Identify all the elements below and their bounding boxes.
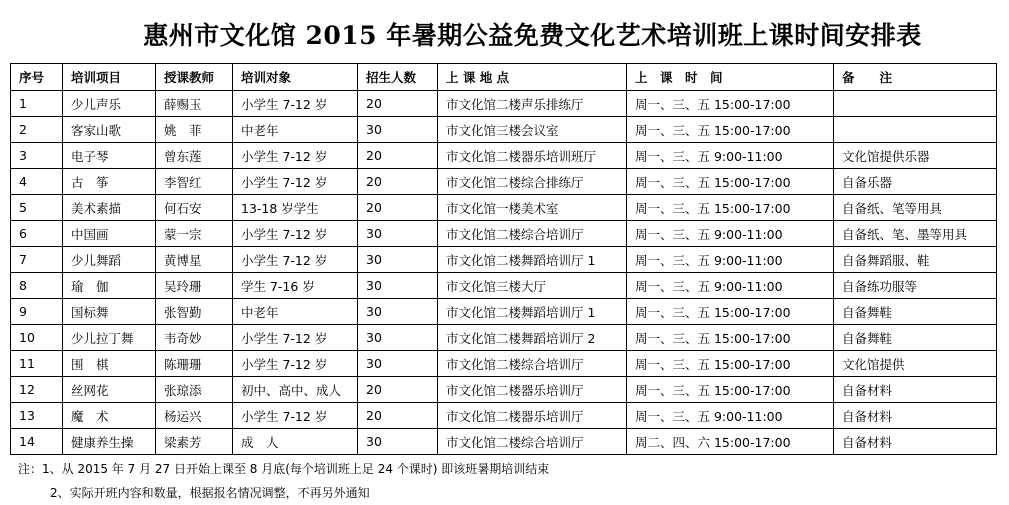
cell-enrollment: 20 — [358, 403, 438, 429]
note-2: 2、实际开班内容和数量，根据报名情况调整，不再另外通知 — [50, 486, 370, 500]
cell-index: 6 — [11, 221, 63, 247]
cell-audience: 小学生 7-12 岁 — [233, 247, 358, 273]
cell-time: 周一、三、五 9:00-11:00 — [627, 221, 834, 247]
cell-location: 市文化馆三楼大厅 — [438, 273, 627, 299]
cell-remarks: 自备舞鞋 — [834, 299, 997, 325]
cell-enrollment: 30 — [358, 429, 438, 455]
notes — [18, 457, 549, 505]
cell-audience: 初中、高中、成人 — [233, 377, 358, 403]
cell-location: 市文化馆一楼美术室 — [438, 195, 627, 221]
cell-time: 周一、三、五 9:00-11:00 — [627, 273, 834, 299]
cell-remarks: 自备乐器 — [834, 169, 997, 195]
header-teacher: 授课教师 — [156, 64, 233, 91]
cell-index: 7 — [11, 247, 63, 273]
cell-remarks: 自备材料 — [834, 429, 997, 455]
cell-time: 周一、三、五 9:00-11:00 — [627, 143, 834, 169]
cell-audience: 小学生 7-12 岁 — [233, 91, 358, 117]
table-row — [11, 351, 997, 377]
cell-teacher: 何石安 — [156, 195, 233, 221]
cell-time: 周一、三、五 15:00-17:00 — [627, 91, 834, 117]
cell-enrollment: 30 — [358, 247, 438, 273]
cell-enrollment: 20 — [358, 195, 438, 221]
cell-time: 周一、三、五 9:00-11:00 — [627, 403, 834, 429]
cell-enrollment: 20 — [358, 91, 438, 117]
cell-teacher: 张智勤 — [156, 299, 233, 325]
header-enrollment: 招生人数 — [358, 64, 438, 91]
table-row — [11, 143, 997, 169]
cell-index: 5 — [11, 195, 63, 221]
schedule-table — [10, 63, 997, 455]
cell-location: 市文化馆二楼综合培训厅 — [438, 221, 627, 247]
cell-location: 市文化馆二楼器乐培训厅 — [438, 377, 627, 403]
cell-index: 3 — [11, 143, 63, 169]
table-row — [11, 429, 997, 455]
cell-time: 周一、三、五 15:00-17:00 — [627, 195, 834, 221]
cell-teacher: 曾东莲 — [156, 143, 233, 169]
cell-index: 4 — [11, 169, 63, 195]
cell-enrollment: 30 — [358, 325, 438, 351]
cell-location: 市文化馆二楼舞蹈培训厅 2 — [438, 325, 627, 351]
cell-teacher: 姚 菲 — [156, 117, 233, 143]
cell-course: 少儿舞蹈 — [63, 247, 156, 273]
cell-course: 瑜 伽 — [63, 273, 156, 299]
cell-enrollment: 20 — [358, 169, 438, 195]
cell-audience: 中老年 — [233, 117, 358, 143]
cell-audience: 小学生 7-12 岁 — [233, 143, 358, 169]
cell-course: 客家山歌 — [63, 117, 156, 143]
cell-enrollment: 20 — [358, 377, 438, 403]
header-index: 序号 — [11, 64, 63, 91]
cell-index: 8 — [11, 273, 63, 299]
table-row — [11, 117, 997, 143]
cell-teacher: 吴玲珊 — [156, 273, 233, 299]
cell-remarks: 自备舞鞋 — [834, 325, 997, 351]
cell-time: 周一、三、五 15:00-17:00 — [627, 299, 834, 325]
table-row — [11, 299, 997, 325]
cell-teacher: 蒙一宗 — [156, 221, 233, 247]
cell-course: 少儿声乐 — [63, 91, 156, 117]
cell-course: 电子琴 — [63, 143, 156, 169]
header-location: 上 课 地 点 — [438, 64, 627, 91]
cell-time: 周二、四、六 15:00-17:00 — [627, 429, 834, 455]
cell-teacher: 黄博星 — [156, 247, 233, 273]
header-course: 培训项目 — [63, 64, 156, 91]
table-row — [11, 195, 997, 221]
cell-index: 2 — [11, 117, 63, 143]
table-header-row — [11, 64, 997, 91]
cell-index: 9 — [11, 299, 63, 325]
cell-audience: 中老年 — [233, 299, 358, 325]
cell-enrollment: 20 — [358, 143, 438, 169]
cell-location: 市文化馆二楼器乐培训厅 — [438, 403, 627, 429]
cell-course: 美术素描 — [63, 195, 156, 221]
note-1: 注：1、从 2015 年 7 月 27 日开始上课至 8 月底(每个培训班上足 24 个课时) 即该班暑期培训结束 — [18, 462, 550, 476]
cell-course: 中国画 — [63, 221, 156, 247]
cell-remarks: 文化馆提供 — [834, 351, 997, 377]
cell-remarks: 自备材料 — [834, 377, 997, 403]
cell-remarks: 自备舞蹈服、鞋 — [834, 247, 997, 273]
cell-remarks: 自备练功服等 — [834, 273, 997, 299]
cell-time: 周一、三、五 15:00-17:00 — [627, 377, 834, 403]
cell-audience: 学生 7-16 岁 — [233, 273, 358, 299]
cell-audience: 小学生 7-12 岁 — [233, 325, 358, 351]
cell-time: 周一、三、五 15:00-17:00 — [627, 117, 834, 143]
cell-course: 魔 术 — [63, 403, 156, 429]
cell-course: 古 筝 — [63, 169, 156, 195]
cell-remarks: 文化馆提供乐器 — [834, 143, 997, 169]
table-row — [11, 247, 997, 273]
header-time: 上 课 时 间 — [627, 64, 834, 91]
cell-index: 12 — [11, 377, 63, 403]
cell-remarks: 自备材料 — [834, 403, 997, 429]
cell-course: 健康养生操 — [63, 429, 156, 455]
cell-teacher: 薛赐玉 — [156, 91, 233, 117]
header-remarks: 备 注 — [834, 64, 997, 91]
cell-index: 10 — [11, 325, 63, 351]
table-row — [11, 221, 997, 247]
cell-audience: 小学生 7-12 岁 — [233, 169, 358, 195]
cell-location: 市文化馆三楼会议室 — [438, 117, 627, 143]
cell-teacher: 陈珊珊 — [156, 351, 233, 377]
cell-remarks: 自备纸、笔、墨等用具 — [834, 221, 997, 247]
cell-teacher: 张琼添 — [156, 377, 233, 403]
page-title: 惠州市文化馆 2015 年暑期公益免费文化艺术培训班上课时间安排表 — [143, 21, 922, 50]
cell-enrollment: 30 — [358, 117, 438, 143]
cell-audience: 小学生 7-12 岁 — [233, 221, 358, 247]
cell-location: 市文化馆二楼舞蹈培训厅 1 — [438, 247, 627, 273]
cell-remarks: 自备纸、笔等用具 — [834, 195, 997, 221]
cell-time: 周一、三、五 9:00-11:00 — [627, 247, 834, 273]
cell-enrollment: 30 — [358, 221, 438, 247]
cell-course: 国标舞 — [63, 299, 156, 325]
cell-audience: 成 人 — [233, 429, 358, 455]
cell-location: 市文化馆二楼舞蹈培训厅 1 — [438, 299, 627, 325]
cell-enrollment: 30 — [358, 299, 438, 325]
cell-enrollment: 30 — [358, 351, 438, 377]
cell-index: 14 — [11, 429, 63, 455]
table-row — [11, 403, 997, 429]
table-row — [11, 325, 997, 351]
cell-course: 围 棋 — [63, 351, 156, 377]
cell-time: 周一、三、五 15:00-17:00 — [627, 169, 834, 195]
cell-remarks — [834, 91, 997, 117]
table-row — [11, 91, 997, 117]
cell-audience: 小学生 7-12 岁 — [233, 403, 358, 429]
cell-index: 1 — [11, 91, 63, 117]
table-row — [11, 377, 997, 403]
cell-enrollment: 30 — [358, 273, 438, 299]
cell-location: 市文化馆二楼综合培训厅 — [438, 351, 627, 377]
cell-teacher: 杨运兴 — [156, 403, 233, 429]
cell-location: 市文化馆二楼器乐培训班厅 — [438, 143, 627, 169]
table-row — [11, 273, 997, 299]
cell-teacher: 韦奇妙 — [156, 325, 233, 351]
cell-index: 11 — [11, 351, 63, 377]
cell-index: 13 — [11, 403, 63, 429]
cell-time: 周一、三、五 15:00-17:00 — [627, 351, 834, 377]
cell-teacher: 李智红 — [156, 169, 233, 195]
cell-course: 少儿拉丁舞 — [63, 325, 156, 351]
cell-time: 周一、三、五 15:00-17:00 — [627, 325, 834, 351]
cell-audience: 13-18 岁学生 — [233, 195, 358, 221]
cell-location: 市文化馆二楼综合排练厅 — [438, 169, 627, 195]
cell-teacher: 梁素芳 — [156, 429, 233, 455]
cell-location: 市文化馆二楼综合培训厅 — [438, 429, 627, 455]
header-audience: 培训对象 — [233, 64, 358, 91]
cell-remarks — [834, 117, 997, 143]
table-row — [11, 169, 997, 195]
cell-audience: 小学生 7-12 岁 — [233, 351, 358, 377]
cell-course: 丝网花 — [63, 377, 156, 403]
cell-location: 市文化馆二楼声乐排练厅 — [438, 91, 627, 117]
